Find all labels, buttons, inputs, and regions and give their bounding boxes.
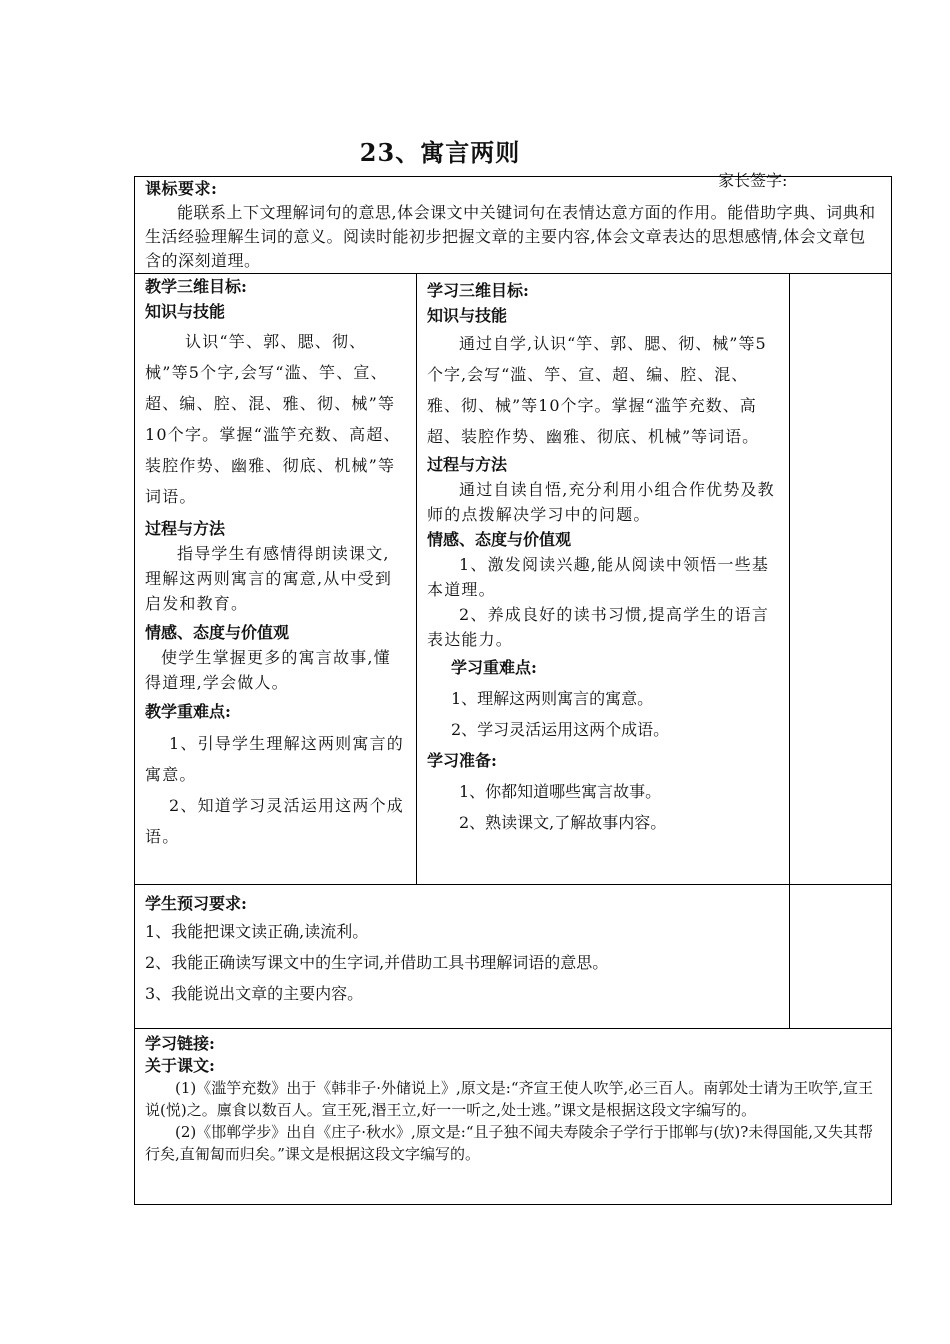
teaching-objectives-heading: 教学三维目标: — [145, 277, 247, 296]
learning-knowledge-heading: 知识与技能 — [427, 306, 508, 325]
teaching-key-item: 1、引导学生理解这两则寓言的寓意。 — [145, 734, 404, 784]
teaching-key-heading: 教学重难点: — [145, 702, 231, 721]
learning-prep-item: 1、你都知道哪些寓言故事。 — [459, 782, 662, 801]
lesson-plan-table — [134, 176, 892, 1205]
learning-key-heading: 学习重难点: — [451, 658, 537, 677]
learning-key-item: 2、学习灵活运用这两个成语。 — [451, 720, 670, 739]
preview-item: 3、我能说出文章的主要内容。 — [145, 984, 364, 1003]
learning-key-item: 1、理解这两则寓言的寓意。 — [451, 689, 654, 708]
standards-cell — [135, 177, 892, 274]
links-paragraph: (2)《邯郸学步》出自《庄子·秋水》,原文是:“且子独不闻夫寿陵余子学行于邯郸与(欤)?未得国能,又失其帮行矣,直匍匐而归矣。”课文是根据这段文字编写的。 — [145, 1123, 874, 1163]
parent-signature-label: 家长签字: — [718, 171, 788, 190]
teaching-process-heading: 过程与方法 — [145, 519, 226, 538]
links-heading: 学习链接: — [145, 1034, 215, 1053]
teaching-knowledge-heading: 知识与技能 — [145, 302, 226, 321]
learning-emotion-item: 1、激发阅读兴趣,能从阅读中领悟一些基本道理。 — [427, 555, 770, 599]
learning-prep-item: 2、熟读课文,了解故事内容。 — [459, 813, 667, 832]
learning-emotion-item: 2、养成良好的读书习惯,提高学生的语言表达能力。 — [427, 605, 770, 649]
standards-text: 能联系上下文理解词句的意思,体会课文中关键词句在表情达意方面的作用。能借助字典、词典和生活经验理解生词的意义。阅读时能初步把握文章的主要内容,体会文章表达的思想感情,体会文章包含的深刻道理。 — [145, 203, 876, 270]
learning-process-heading: 过程与方法 — [427, 455, 508, 474]
teaching-emotion-heading: 情感、态度与价值观 — [145, 623, 290, 642]
teaching-emotion-text: 使学生掌握更多的寓言故事,懂得道理,学会做人。 — [145, 648, 391, 692]
links-subheading: 关于课文: — [145, 1056, 215, 1075]
preview-item: 2、我能正确读写课文中的生字词,并借助工具书理解词语的意思。 — [145, 953, 609, 972]
preview-notes-cell — [790, 885, 892, 1029]
teaching-process-text: 指导学生有感情得朗读课文,理解这两则寓言的寓意,从中受到启发和教育。 — [145, 544, 393, 613]
objectives-row — [135, 274, 892, 885]
learning-process-text: 通过自读自悟,充分利用小组合作优势及教师的点拨解决学习中的问题。 — [427, 480, 775, 524]
links-row — [135, 1029, 892, 1205]
learning-prep-heading: 学习准备: — [427, 751, 497, 770]
preview-heading: 学生预习要求: — [145, 894, 247, 913]
teaching-key-item: 2、知道学习灵活运用这两个成语。 — [145, 796, 404, 846]
learning-knowledge-text: 通过自学,认识“竽、郭、腮、彻、械”等5个字,会写“滥、竽、宣、超、编、腔、混、雅、彻、械”等10个字。掌握“滥竽充数、高超、装腔作势、幽雅、彻底、机械”等词语。 — [427, 334, 767, 446]
links-paragraph: (1)《滥竽充数》出于《韩非子·外储说上》,原文是:“齐宣王使人吹竽,必三百人。南郭处士请为王吹竽,宣王说(悦)之。廪食以数百人。宣王死,湣王立,好一一听之,处士逃。”课文是根据这段文字编写的。 — [145, 1079, 874, 1119]
preview-item: 1、我能把课文读正确,读流利。 — [145, 922, 369, 941]
links-cell — [135, 1029, 892, 1205]
preview-cell — [135, 885, 790, 1029]
learning-objectives-heading: 学习三维目标: — [427, 281, 529, 300]
objectives-notes-cell — [790, 274, 892, 885]
preview-row — [135, 885, 892, 1029]
learning-emotion-heading: 情感、态度与价值观 — [427, 530, 572, 549]
teaching-knowledge-text: 认识“竽、郭、腮、彻、械”等5个字,会写“滥、竽、宣、超、编、腔、混、雅、彻、械”等10个字。掌握“滥竽充数、高超、装腔作势、幽雅、彻底、机械”等词语。 — [145, 332, 401, 506]
standards-heading: 课标要求: — [145, 179, 218, 198]
page-title: 23、寓言两则 — [359, 138, 521, 167]
standards-row — [135, 177, 892, 274]
learning-objectives-cell — [417, 274, 790, 885]
teaching-objectives-cell — [135, 274, 417, 885]
